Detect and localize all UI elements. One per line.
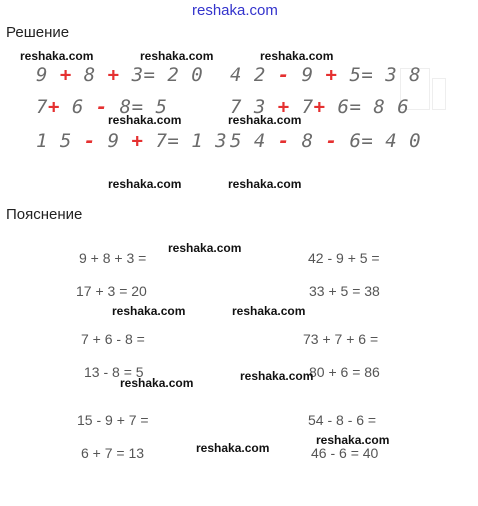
expression: 7 + 6 - 8 = [81, 331, 145, 347]
digit-text: 8 [71, 64, 108, 86]
digit-text: 7 [289, 96, 314, 118]
operator-sign: + [107, 64, 120, 86]
digit-text: 8= 5 [107, 96, 168, 118]
digit-text: 6= 8 6 [325, 96, 410, 118]
digit-text: 5= 3 8 [337, 64, 422, 86]
digit-text: 5 4 [230, 130, 278, 152]
watermark: reshaka.com [140, 49, 214, 63]
explanation-heading: Пояснение [6, 206, 83, 223]
expression: 73 + 7 + 6 = [303, 331, 379, 347]
digit-text: 7 [36, 96, 48, 118]
expression: 42 - 9 + 5 = [308, 250, 380, 266]
calculation-step: 13 - 8 = 5 [84, 364, 144, 380]
digit-text: 7 3 [230, 96, 278, 118]
calculation-step: 46 - 6 = 40 [311, 445, 379, 461]
digit-text: 4 2 [230, 64, 278, 86]
watermark: reshaka.com [228, 113, 302, 127]
watermark: reshaka.com [260, 49, 334, 63]
operator-sign: + [277, 96, 290, 118]
operator-sign: - [277, 130, 290, 152]
operator-sign: - [83, 130, 96, 152]
operator-sign: + [131, 130, 144, 152]
digit-text: 3= 2 0 [119, 64, 204, 86]
operator-sign: - [95, 96, 108, 118]
operator-sign: + [59, 64, 72, 86]
operator-sign: + [325, 64, 338, 86]
watermark: reshaka.com [112, 304, 186, 318]
watermark: reshaka.com [196, 441, 270, 455]
watermark: reshaka.com [316, 433, 390, 447]
handwritten-equation [36, 64, 203, 86]
operator-sign: + [313, 96, 326, 118]
watermark: reshaka.com [232, 304, 306, 318]
operator-sign: - [277, 64, 290, 86]
expression: 9 + 8 + 3 = [79, 250, 147, 266]
digit-text: 6= 4 0 [337, 130, 422, 152]
digit-text: 9 [289, 64, 326, 86]
handwritten-equation [230, 130, 421, 152]
watermark: reshaka.com [168, 241, 242, 255]
operator-sign: - [325, 130, 338, 152]
expression: 15 - 9 + 7 = [77, 412, 149, 428]
faint-mark [432, 78, 446, 110]
digit-text: 9 [95, 130, 132, 152]
watermark: reshaka.com [228, 177, 302, 191]
watermark: reshaka.com [108, 177, 182, 191]
expression: 54 - 8 - 6 = [308, 412, 377, 428]
handwritten-equation [36, 130, 227, 152]
digit-text: 6 [59, 96, 96, 118]
digit-text: 1 5 [36, 130, 84, 152]
watermark: reshaka.com [240, 369, 314, 383]
calculation-step: 17 + 3 = 20 [76, 283, 147, 299]
operator-sign: + [47, 96, 60, 118]
calculation-step: 33 + 5 = 38 [309, 283, 380, 299]
watermark: reshaka.com [20, 49, 94, 63]
digit-text: 7= 1 3 [143, 130, 228, 152]
calculation-step: 6 + 7 = 13 [81, 445, 145, 461]
handwritten-equation [230, 64, 421, 86]
digit-text: 8 [289, 130, 326, 152]
site-title[interactable]: reshaka.com [192, 2, 278, 19]
calculation-step: 80 + 6 = 86 [309, 364, 380, 380]
digit-text: 9 [36, 64, 60, 86]
watermark: reshaka.com [120, 376, 194, 390]
solution-heading: Решение [6, 24, 70, 41]
watermark: reshaka.com [108, 113, 182, 127]
